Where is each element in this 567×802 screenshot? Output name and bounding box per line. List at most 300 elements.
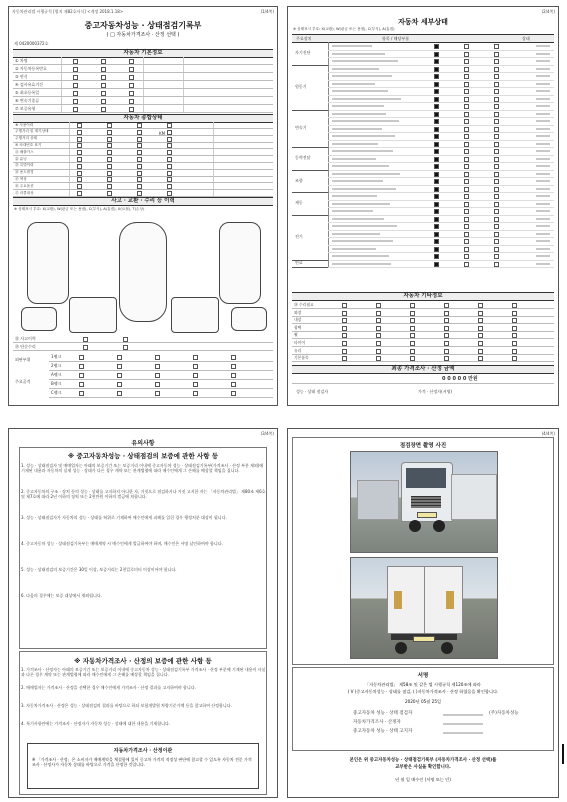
item-status bbox=[536, 233, 550, 235]
checkbox[interactable] bbox=[376, 326, 381, 331]
checkbox[interactable] bbox=[73, 75, 78, 80]
item-status bbox=[536, 210, 550, 212]
checkbox[interactable] bbox=[117, 391, 122, 396]
checkbox-other[interactable] bbox=[494, 239, 499, 244]
checkbox[interactable] bbox=[193, 382, 198, 387]
item-text bbox=[332, 45, 372, 47]
item-status bbox=[536, 188, 550, 190]
checkbox[interactable] bbox=[101, 91, 106, 96]
basic-info-label: ⑥ 변속기종류 bbox=[15, 98, 40, 103]
checkbox[interactable] bbox=[155, 355, 160, 360]
checkbox[interactable] bbox=[376, 356, 381, 361]
item-text bbox=[332, 263, 391, 265]
checkbox[interactable] bbox=[478, 341, 483, 346]
checkbox-other[interactable] bbox=[494, 134, 499, 139]
rear-license-plate bbox=[413, 636, 435, 642]
checkbox[interactable] bbox=[129, 75, 134, 80]
checkbox[interactable] bbox=[478, 349, 483, 354]
checkbox[interactable] bbox=[107, 137, 112, 142]
checkbox[interactable] bbox=[73, 83, 78, 88]
checkbox[interactable] bbox=[137, 184, 142, 189]
checkbox[interactable] bbox=[193, 364, 198, 369]
checkbox[interactable] bbox=[77, 157, 82, 162]
checkbox-good[interactable] bbox=[434, 112, 439, 117]
accident-label: ⑲ 단순수리 bbox=[15, 344, 36, 349]
checkbox[interactable] bbox=[376, 303, 381, 308]
checkbox[interactable] bbox=[231, 373, 236, 378]
checkbox-bad[interactable] bbox=[464, 149, 469, 154]
checkbox-bad[interactable] bbox=[464, 164, 469, 169]
checkbox-bad[interactable] bbox=[464, 187, 469, 192]
checkbox-bad[interactable] bbox=[464, 172, 469, 177]
checkbox-bad[interactable] bbox=[464, 67, 469, 72]
checkbox[interactable] bbox=[117, 355, 122, 360]
checkbox-bad[interactable] bbox=[464, 224, 469, 229]
divider bbox=[69, 142, 70, 148]
checkbox[interactable] bbox=[79, 373, 84, 378]
checkbox[interactable] bbox=[83, 345, 88, 350]
checkbox-good[interactable] bbox=[434, 97, 439, 102]
checkbox[interactable] bbox=[79, 364, 84, 369]
divider bbox=[61, 73, 62, 80]
checkbox[interactable] bbox=[101, 83, 106, 88]
checkbox-bad[interactable] bbox=[464, 239, 469, 244]
checkbox[interactable] bbox=[155, 391, 160, 396]
checkbox-good[interactable] bbox=[434, 164, 439, 169]
checkbox[interactable] bbox=[123, 345, 128, 350]
checkbox-other[interactable] bbox=[494, 74, 499, 79]
checkbox[interactable] bbox=[444, 333, 449, 338]
checkbox[interactable] bbox=[107, 177, 112, 182]
page-3-cautions bbox=[8, 428, 278, 798]
checkbox[interactable] bbox=[167, 164, 172, 169]
checkbox-other[interactable] bbox=[494, 52, 499, 57]
checkbox[interactable] bbox=[107, 191, 112, 196]
divider bbox=[213, 129, 214, 135]
checkbox[interactable] bbox=[73, 99, 78, 104]
checkbox[interactable] bbox=[231, 355, 236, 360]
checkbox[interactable] bbox=[231, 382, 236, 387]
item-status bbox=[536, 255, 550, 257]
checkbox-bad[interactable] bbox=[464, 232, 469, 237]
checkbox[interactable] bbox=[512, 326, 517, 331]
checkbox-other[interactable] bbox=[494, 97, 499, 102]
checkbox[interactable] bbox=[342, 318, 347, 323]
checkbox[interactable] bbox=[342, 311, 347, 316]
checkbox[interactable] bbox=[512, 303, 517, 308]
checkbox[interactable] bbox=[137, 137, 142, 142]
checkbox-bad[interactable] bbox=[464, 112, 469, 117]
checkbox-bad[interactable] bbox=[464, 247, 469, 252]
checkbox[interactable] bbox=[376, 341, 381, 346]
form-header-left: 자동차관리법 시행규칙 [별지 제82호서식] <개정 2018.1.18> bbox=[12, 9, 124, 14]
checkbox-good[interactable] bbox=[434, 179, 439, 184]
checkbox[interactable] bbox=[77, 150, 82, 155]
checkbox[interactable] bbox=[444, 356, 449, 361]
divider bbox=[69, 183, 70, 189]
divider bbox=[213, 149, 214, 155]
checkbox[interactable] bbox=[129, 59, 134, 64]
general-status-label: 주행거리 상태 bbox=[15, 136, 37, 141]
checkbox-other[interactable] bbox=[494, 59, 499, 64]
checkbox[interactable] bbox=[77, 143, 82, 148]
checkbox-good[interactable] bbox=[434, 202, 439, 207]
checkbox-good[interactable] bbox=[434, 187, 439, 192]
price-warranty-item: 3. 자동차가격조사 · 산정은 성능 · 상태점검의 결과를 바탕으로 하되 보험개발원 차량기준가액 등을 참고하여 산정합니다. bbox=[21, 703, 232, 708]
checkbox-other[interactable] bbox=[494, 149, 499, 154]
checkbox[interactable] bbox=[101, 99, 106, 104]
col-main-devices: 주요장치 bbox=[296, 36, 312, 41]
checkbox[interactable] bbox=[512, 318, 517, 323]
checkbox[interactable] bbox=[73, 59, 78, 64]
checkbox-good[interactable] bbox=[434, 172, 439, 177]
checkbox-bad[interactable] bbox=[464, 127, 469, 132]
checkbox-other[interactable] bbox=[494, 89, 499, 94]
checkbox-other[interactable] bbox=[494, 44, 499, 49]
checkbox-bad[interactable] bbox=[464, 134, 469, 139]
checkbox-other[interactable] bbox=[494, 262, 499, 267]
checkbox-good[interactable] bbox=[434, 59, 439, 64]
checkbox[interactable] bbox=[512, 311, 517, 316]
checkbox-good[interactable] bbox=[434, 74, 439, 79]
checkbox-other[interactable] bbox=[494, 232, 499, 237]
general-status-label: 주행거리 및 계기상태 bbox=[15, 129, 49, 134]
price-value: 0 0 0 0 0 만원 bbox=[442, 376, 478, 382]
checkbox[interactable] bbox=[137, 171, 142, 176]
checkbox[interactable] bbox=[77, 123, 82, 128]
checkbox-good[interactable] bbox=[434, 224, 439, 229]
checkbox[interactable] bbox=[444, 318, 449, 323]
divider bbox=[213, 156, 214, 162]
item-status bbox=[536, 135, 550, 137]
item-text bbox=[332, 188, 396, 190]
footer-line-2: 교부받은 사실을 확인합니다. bbox=[395, 765, 451, 770]
signature-box bbox=[292, 667, 554, 751]
checkbox[interactable] bbox=[123, 337, 128, 342]
checkbox[interactable] bbox=[101, 59, 106, 64]
checkbox[interactable] bbox=[167, 177, 172, 182]
checkbox[interactable] bbox=[167, 150, 172, 155]
item-status bbox=[536, 98, 550, 100]
checkbox[interactable] bbox=[231, 391, 236, 396]
checkbox-other[interactable] bbox=[494, 119, 499, 124]
checkbox-other[interactable] bbox=[494, 217, 499, 222]
checkbox[interactable] bbox=[193, 391, 198, 396]
checkbox-good[interactable] bbox=[434, 217, 439, 222]
checkbox[interactable] bbox=[444, 311, 449, 316]
detail-group-label: 변속기 bbox=[295, 125, 307, 131]
checkbox-good[interactable] bbox=[434, 104, 439, 109]
checkbox[interactable] bbox=[167, 171, 172, 176]
checkbox[interactable] bbox=[155, 364, 160, 369]
checkbox-other[interactable] bbox=[494, 247, 499, 252]
checkbox-bad[interactable] bbox=[464, 44, 469, 49]
checkbox[interactable] bbox=[137, 164, 142, 169]
checkbox-other[interactable] bbox=[494, 254, 499, 259]
checkbox[interactable] bbox=[167, 184, 172, 189]
checkbox-other[interactable] bbox=[494, 157, 499, 162]
checkbox-good[interactable] bbox=[434, 209, 439, 214]
checkbox[interactable] bbox=[73, 107, 78, 112]
checkbox[interactable] bbox=[137, 130, 142, 135]
checkbox[interactable] bbox=[512, 341, 517, 346]
item-status bbox=[536, 68, 550, 70]
checkbox[interactable] bbox=[478, 318, 483, 323]
checkbox[interactable] bbox=[342, 303, 347, 308]
rank-label: B랭크 bbox=[51, 381, 62, 386]
checkbox-bad[interactable] bbox=[464, 217, 469, 222]
divider bbox=[69, 149, 70, 155]
checkbox[interactable] bbox=[137, 177, 142, 182]
checkbox-good[interactable] bbox=[434, 247, 439, 252]
checkbox[interactable] bbox=[376, 311, 381, 316]
checkbox[interactable] bbox=[444, 341, 449, 346]
checkbox[interactable] bbox=[101, 107, 106, 112]
checkbox[interactable] bbox=[77, 184, 82, 189]
detail-group bbox=[292, 65, 554, 111]
page-2-detailed-status bbox=[287, 6, 559, 406]
checkbox-good[interactable] bbox=[434, 149, 439, 154]
checkbox[interactable] bbox=[478, 326, 483, 331]
checkbox[interactable] bbox=[137, 191, 142, 196]
checkbox[interactable] bbox=[167, 137, 172, 142]
checkbox-good[interactable] bbox=[434, 44, 439, 49]
checkbox[interactable] bbox=[376, 349, 381, 354]
checkbox-other[interactable] bbox=[494, 104, 499, 109]
checkbox[interactable] bbox=[137, 143, 142, 148]
checkbox-good[interactable] bbox=[434, 157, 439, 162]
signature-role: 자동차가격조사 · 산정자 bbox=[353, 720, 401, 725]
checkbox[interactable] bbox=[444, 303, 449, 308]
warranty-item: 6. 다음의 경우에는 보증 대상에서 제외됩니다. bbox=[21, 593, 102, 598]
checkbox-good[interactable] bbox=[434, 262, 439, 267]
divider bbox=[69, 136, 70, 142]
checkbox-bad[interactable] bbox=[464, 262, 469, 267]
checkbox[interactable] bbox=[129, 99, 134, 104]
checkbox[interactable] bbox=[107, 123, 112, 128]
checkbox[interactable] bbox=[410, 356, 415, 361]
checkbox-bad[interactable] bbox=[464, 254, 469, 259]
checkbox-bad[interactable] bbox=[464, 157, 469, 162]
checkbox-good[interactable] bbox=[434, 52, 439, 57]
checkbox[interactable] bbox=[107, 157, 112, 162]
checkbox[interactable] bbox=[129, 67, 134, 72]
checkbox[interactable] bbox=[193, 355, 198, 360]
checkbox[interactable] bbox=[117, 373, 122, 378]
checkbox-other[interactable] bbox=[494, 172, 499, 177]
checkbox[interactable] bbox=[155, 373, 160, 378]
checkbox[interactable] bbox=[107, 184, 112, 189]
checkbox[interactable] bbox=[167, 143, 172, 148]
checkbox[interactable] bbox=[167, 157, 172, 162]
checkbox[interactable] bbox=[77, 164, 82, 169]
checkbox[interactable] bbox=[101, 67, 106, 72]
checkbox[interactable] bbox=[79, 391, 84, 396]
checkbox-other[interactable] bbox=[494, 224, 499, 229]
checkbox[interactable] bbox=[444, 326, 449, 331]
checkbox-bad[interactable] bbox=[464, 209, 469, 214]
divider bbox=[213, 163, 214, 169]
checkbox-good[interactable] bbox=[434, 254, 439, 259]
checkbox-other[interactable] bbox=[494, 194, 499, 199]
checkbox-bad[interactable] bbox=[464, 52, 469, 57]
checkbox[interactable] bbox=[77, 191, 82, 196]
item-status bbox=[536, 53, 550, 55]
checkbox-bad[interactable] bbox=[464, 179, 469, 184]
checkbox[interactable] bbox=[79, 355, 84, 360]
divider bbox=[69, 170, 70, 176]
checkbox[interactable] bbox=[231, 364, 236, 369]
checkbox-other[interactable] bbox=[494, 164, 499, 169]
checkbox[interactable] bbox=[478, 356, 483, 361]
checkbox-bad[interactable] bbox=[464, 142, 469, 147]
general-status-label: ⑯ 주요옵션 bbox=[15, 183, 34, 188]
checkbox-good[interactable] bbox=[434, 232, 439, 237]
section-price-warranty: ※ 자동차가격조사 · 산정의 보증에 관한 사항 등 bbox=[74, 657, 212, 665]
checkbox[interactable] bbox=[107, 164, 112, 169]
car-right-side-diagram bbox=[219, 222, 261, 304]
checkbox-bad[interactable] bbox=[464, 97, 469, 102]
checkbox-other[interactable] bbox=[494, 82, 499, 87]
checkbox[interactable] bbox=[512, 349, 517, 354]
checkbox[interactable] bbox=[137, 157, 142, 162]
divider bbox=[143, 73, 144, 80]
checkbox[interactable] bbox=[444, 349, 449, 354]
divider bbox=[143, 89, 144, 96]
item-status bbox=[536, 203, 550, 205]
divider bbox=[143, 97, 144, 104]
checkbox-bad[interactable] bbox=[464, 59, 469, 64]
checkbox-bad[interactable] bbox=[464, 202, 469, 207]
signature-underline bbox=[443, 714, 483, 716]
checkbox-good[interactable] bbox=[434, 119, 439, 124]
checkbox-good[interactable] bbox=[434, 134, 439, 139]
detail-group-label: 동력전달 bbox=[295, 155, 311, 161]
checkbox[interactable] bbox=[155, 382, 160, 387]
checkbox[interactable] bbox=[342, 333, 347, 338]
detail-group bbox=[292, 42, 554, 66]
checkbox[interactable] bbox=[107, 130, 112, 135]
checkbox-good[interactable] bbox=[434, 89, 439, 94]
checkbox-good[interactable] bbox=[434, 82, 439, 87]
item-status bbox=[536, 105, 550, 107]
checkbox[interactable] bbox=[478, 333, 483, 338]
checkbox[interactable] bbox=[478, 311, 483, 316]
checkbox[interactable] bbox=[342, 349, 347, 354]
checkbox[interactable] bbox=[410, 326, 415, 331]
checkbox[interactable] bbox=[83, 337, 88, 342]
checkbox-bad[interactable] bbox=[464, 119, 469, 124]
accident-row bbox=[13, 343, 273, 351]
checkbox[interactable] bbox=[117, 364, 122, 369]
section-inspection-warranty: ※ 중고자동차성능 · 상태점검의 보증에 관한 사항 등 bbox=[67, 452, 219, 460]
checkbox[interactable] bbox=[129, 83, 134, 88]
signature-title: 서명 bbox=[417, 673, 429, 679]
checkbox[interactable] bbox=[167, 191, 172, 196]
checkbox[interactable] bbox=[410, 318, 415, 323]
checkbox[interactable] bbox=[376, 318, 381, 323]
checkbox-other[interactable] bbox=[494, 202, 499, 207]
checkbox[interactable] bbox=[193, 373, 198, 378]
checkbox[interactable] bbox=[410, 303, 415, 308]
divider bbox=[69, 163, 70, 169]
checkbox[interactable] bbox=[342, 341, 347, 346]
checkbox[interactable] bbox=[137, 123, 142, 128]
checkbox-good[interactable] bbox=[434, 127, 439, 132]
checkbox[interactable] bbox=[77, 177, 82, 182]
checkbox-other[interactable] bbox=[494, 179, 499, 184]
checkbox[interactable] bbox=[512, 333, 517, 338]
checkbox-bad[interactable] bbox=[464, 104, 469, 109]
checkbox-other[interactable] bbox=[494, 209, 499, 214]
checkbox-good[interactable] bbox=[434, 194, 439, 199]
checkbox[interactable] bbox=[342, 356, 347, 361]
basic-info-label: ③ 연식 bbox=[15, 74, 28, 79]
divider bbox=[61, 65, 62, 72]
item-status bbox=[536, 248, 550, 250]
price-notice-box bbox=[27, 743, 259, 789]
checkbox[interactable] bbox=[77, 137, 82, 142]
checkbox-bad[interactable] bbox=[464, 82, 469, 87]
checkbox[interactable] bbox=[101, 75, 106, 80]
checkbox[interactable] bbox=[410, 349, 415, 354]
divider bbox=[61, 57, 62, 64]
checkbox[interactable] bbox=[167, 123, 172, 128]
checkbox[interactable] bbox=[77, 130, 82, 135]
checkbox[interactable] bbox=[107, 143, 112, 148]
notice-box-text: ※ 「가격조사 · 산정」은 소비자가 매매계약을 체결함에 있어 중고차 가격의 적정성 판단에 참고할 수 있도록 자동차 전문 가격조사 · 산정사가 자동차 상태를 바탕으로 가격을 산정한 것입니다. bbox=[32, 757, 252, 768]
checkbox-bad[interactable] bbox=[464, 74, 469, 79]
checkbox-other[interactable] bbox=[494, 127, 499, 132]
checkbox-other[interactable] bbox=[494, 67, 499, 72]
checkbox[interactable] bbox=[79, 382, 84, 387]
checkbox[interactable] bbox=[107, 171, 112, 176]
checkbox[interactable] bbox=[512, 356, 517, 361]
checkbox[interactable] bbox=[77, 171, 82, 176]
checkbox[interactable] bbox=[129, 107, 134, 112]
detail-group bbox=[292, 147, 554, 171]
signature-underline bbox=[443, 723, 483, 725]
checkbox[interactable] bbox=[117, 382, 122, 387]
checkbox[interactable] bbox=[376, 333, 381, 338]
checkbox[interactable] bbox=[410, 333, 415, 338]
checkbox-other[interactable] bbox=[494, 142, 499, 147]
checkbox[interactable] bbox=[137, 150, 142, 155]
checkbox[interactable] bbox=[73, 91, 78, 96]
item-status bbox=[536, 45, 550, 47]
checkbox[interactable] bbox=[478, 303, 483, 308]
checkbox-good[interactable] bbox=[434, 142, 439, 147]
checkbox[interactable] bbox=[167, 130, 172, 135]
scroll-marker[interactable] bbox=[562, 744, 564, 764]
checkbox-good[interactable] bbox=[434, 67, 439, 72]
checkbox[interactable] bbox=[410, 341, 415, 346]
checkbox[interactable] bbox=[107, 150, 112, 155]
item-text bbox=[332, 90, 388, 92]
checkbox-bad[interactable] bbox=[464, 89, 469, 94]
checkbox-good[interactable] bbox=[434, 239, 439, 244]
car-floor-diagram bbox=[171, 297, 219, 333]
checkbox-other[interactable] bbox=[494, 112, 499, 117]
truck-rear-photo bbox=[350, 557, 498, 659]
checkbox[interactable] bbox=[410, 311, 415, 316]
warranty-item: 2. 중고자동차의 구조 · 장치 등의 성능 · 상태를 고지하지 아니한 자, 거짓으로 점검하거나 거짓 고지한 자는 「자동차관리법」 제80조 제6호 및 제7호에 따라 2년 이하의 징역 또는 2천만원 이하의 벌금에 처합니다. bbox=[21, 489, 266, 499]
checkbox[interactable] bbox=[342, 326, 347, 331]
checkbox-bad[interactable] bbox=[464, 194, 469, 199]
checkbox-other[interactable] bbox=[494, 187, 499, 192]
checkbox[interactable] bbox=[129, 91, 134, 96]
checkbox[interactable] bbox=[73, 67, 78, 72]
